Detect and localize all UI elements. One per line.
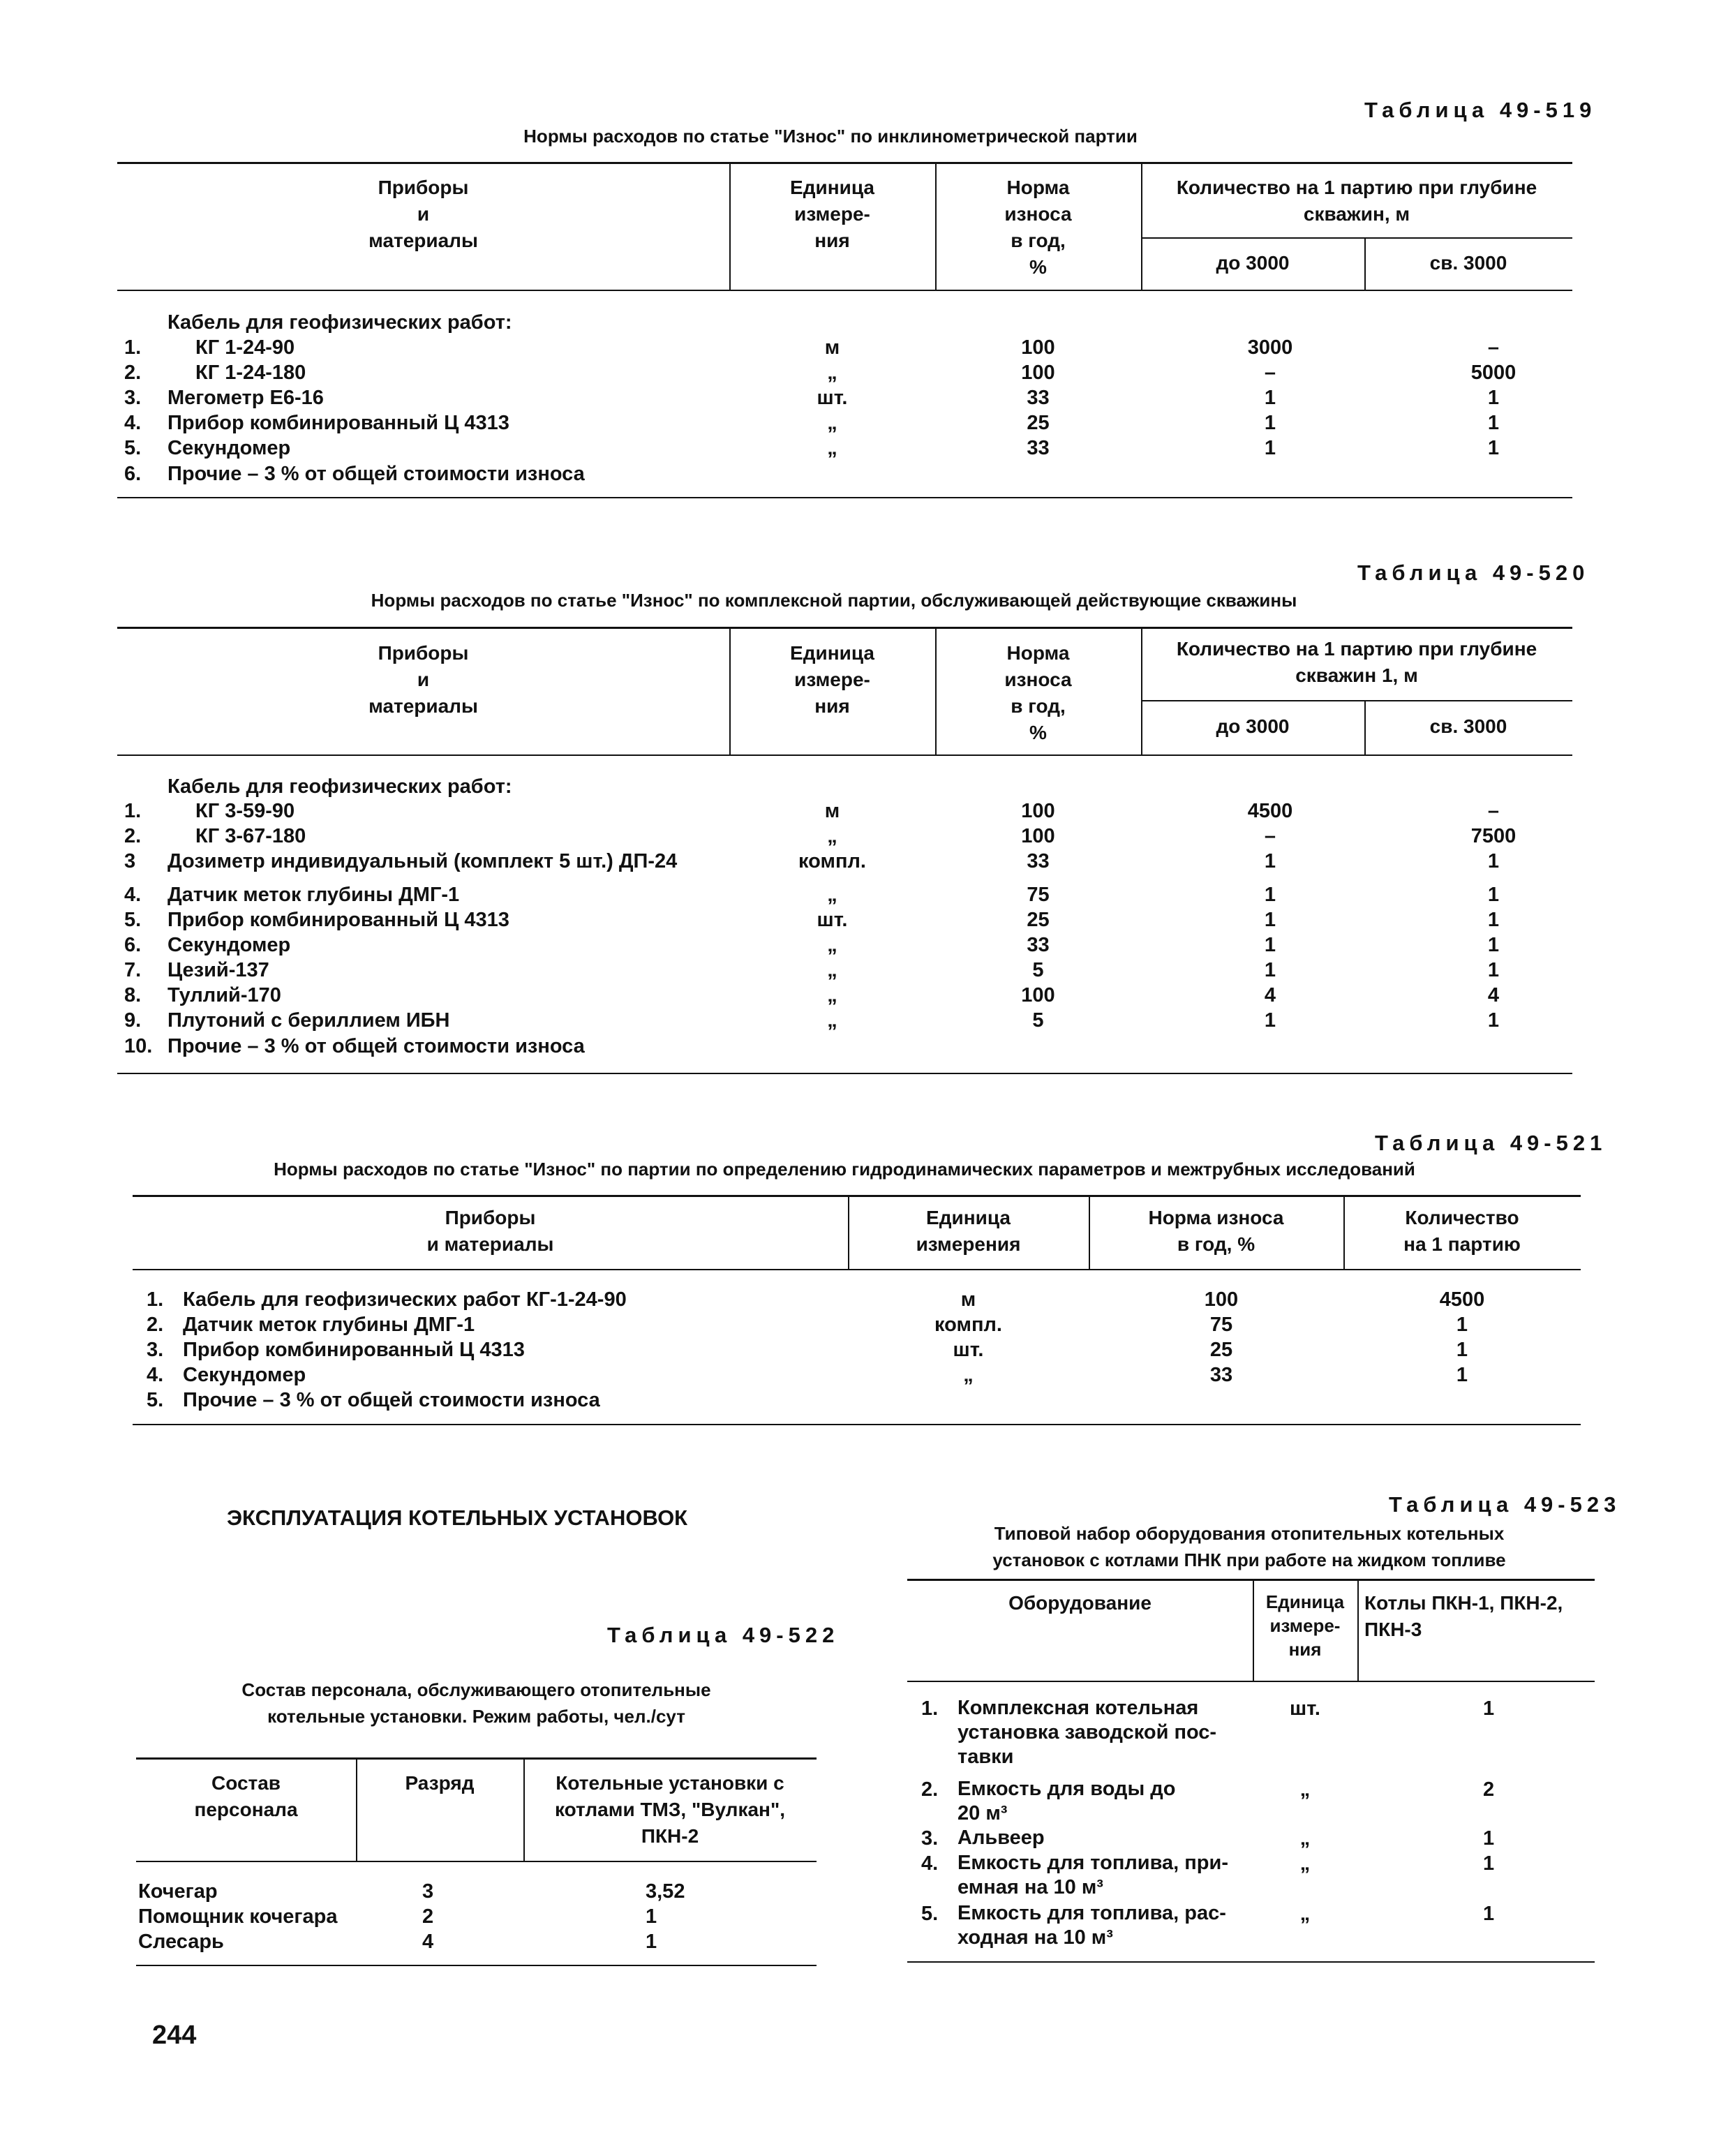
row-grade: 2 xyxy=(422,1905,434,1928)
row-qty: 1 xyxy=(1456,1339,1468,1361)
table-521-number: Таблица 49-521 xyxy=(1375,1131,1607,1155)
row-name: Альвеер xyxy=(957,1827,1045,1849)
row-number: 5. xyxy=(124,437,142,459)
row-name: КГ 3-67-180 xyxy=(195,825,306,847)
row-qty-upto: 4500 xyxy=(1247,800,1293,822)
row-norm: 100 xyxy=(1204,1288,1239,1311)
row-number: 3 xyxy=(124,850,136,872)
row-number: 4. xyxy=(147,1364,164,1386)
table-520-group-label: Кабель для геофизических работ: xyxy=(167,775,512,798)
table-521-title: Нормы расходов по статье "Износ" по партии по определению гидродинамических параметров и межтрубных исследований xyxy=(274,1159,1415,1180)
row-name: Датчик меток глубины ДМГ-1 xyxy=(167,884,460,906)
table-522-top-rule xyxy=(136,1757,817,1760)
table-519-header-unit: Единица измере- ния xyxy=(790,177,874,251)
table-521-header-norm: Норма износа в год, % xyxy=(1148,1207,1284,1255)
row-qty-over: 1 xyxy=(1487,387,1500,409)
row-unit: шт. xyxy=(817,387,848,409)
row-qty: 1 xyxy=(1456,1364,1468,1386)
row-number: 6. xyxy=(124,934,142,956)
row-unit: м xyxy=(824,336,840,359)
table-521-top-rule xyxy=(133,1195,1581,1197)
row-name: Прибор комбинированный Ц 4313 xyxy=(183,1339,525,1361)
table-519-sub-header-over: св. 3000 xyxy=(1429,252,1507,274)
row-name: Секундомер xyxy=(167,437,291,459)
table-520-sub-rule xyxy=(1141,700,1572,701)
row-qty: 1 xyxy=(1483,1697,1495,1720)
table-519-group-label: Кабель для геофизических работ: xyxy=(167,311,512,334)
row-unit: „ xyxy=(963,1364,974,1386)
row-norm: 5 xyxy=(1032,959,1044,981)
row-number: 4. xyxy=(921,1852,939,1875)
table-520-top-rule xyxy=(117,627,1572,629)
table-522-header-staff: Состав персонала xyxy=(194,1772,298,1820)
table-520-number: Таблица 49-520 xyxy=(1357,560,1590,585)
row-norm: 75 xyxy=(1209,1314,1233,1336)
row-unit: „ xyxy=(827,884,837,906)
row-number: 4. xyxy=(124,884,142,906)
table-520-header-quantity: Количество на 1 партию при глубине скважин 1, м xyxy=(1176,638,1537,686)
row-name: Емкость для топлива, рас- ходная на 10 м³ xyxy=(957,1902,1226,1949)
row-staff: Помощник кочегара xyxy=(138,1905,338,1928)
row-value: 1 xyxy=(646,1905,657,1928)
row-norm: 33 xyxy=(1209,1364,1233,1386)
table-520-header-norm: Норма износа в год, % xyxy=(1004,642,1072,743)
row-qty-upto: 1 xyxy=(1264,934,1276,956)
row-qty: 1 xyxy=(1456,1314,1468,1336)
row-name: Мегометр Е6-16 xyxy=(167,387,324,409)
row-qty-over: 4 xyxy=(1487,984,1500,1006)
row-qty-upto: 1 xyxy=(1264,437,1276,459)
row-name: КГ 1-24-90 xyxy=(195,336,295,359)
row-name: Прибор комбинированный Ц 4313 xyxy=(167,412,509,434)
row-norm: 33 xyxy=(1027,387,1050,409)
table-523-bottom-rule xyxy=(907,1961,1595,1963)
row-unit: шт. xyxy=(817,909,848,931)
row-name: Прочие – 3 % от общей стоимости износа xyxy=(167,463,585,485)
row-unit: „ xyxy=(827,934,837,956)
row-unit: „ xyxy=(1299,1827,1311,1850)
row-name: Цезий-137 xyxy=(167,959,269,981)
table-519-top-rule xyxy=(117,162,1572,164)
table-523-title: Типовой набор оборудования отопительных котельных установок с котлами ПНК при работе на жидком топливе xyxy=(992,1523,1506,1570)
table-519-number: Таблица 49-519 xyxy=(1364,98,1597,122)
row-qty-over: 7500 xyxy=(1470,825,1516,847)
row-qty-over: 1 xyxy=(1487,909,1500,931)
page-number: 244 xyxy=(152,2021,197,2050)
table-521-header-quantity: Количество на 1 партию xyxy=(1403,1207,1521,1255)
row-number: 10. xyxy=(124,1035,153,1057)
row-name: КГ 1-24-180 xyxy=(195,362,306,384)
row-unit: „ xyxy=(827,437,837,459)
row-qty-upto: – xyxy=(1264,825,1276,847)
table-520-header-rule xyxy=(117,754,1572,756)
row-qty: 1 xyxy=(1483,1827,1495,1850)
row-number: 2. xyxy=(124,825,142,847)
row-name: Секундомер xyxy=(167,934,291,956)
table-520-sub-header-over: св. 3000 xyxy=(1429,715,1507,737)
row-qty: 2 xyxy=(1483,1778,1495,1801)
row-number: 8. xyxy=(124,984,142,1006)
row-qty: 1 xyxy=(1483,1852,1495,1875)
row-qty: 4500 xyxy=(1439,1288,1485,1311)
table-521-bottom-rule xyxy=(133,1424,1581,1425)
table-523-header-unit: Единица измере- ния xyxy=(1265,1591,1345,1660)
row-unit: „ xyxy=(827,959,837,981)
row-value: 1 xyxy=(646,1931,657,1953)
row-qty-upto: 1 xyxy=(1264,909,1276,931)
table-519-header-rule xyxy=(117,290,1572,291)
row-number: 2. xyxy=(124,362,142,384)
table-519-title: Нормы расходов по статье "Износ" по инклинометрической партии xyxy=(523,126,1138,147)
row-number: 3. xyxy=(124,387,142,409)
row-name: Прочие – 3 % от общей стоимости износа xyxy=(167,1035,585,1057)
row-name: Плутоний с бериллием ИБН xyxy=(167,1009,450,1032)
table-523-top-rule xyxy=(907,1579,1595,1581)
row-number: 5. xyxy=(147,1389,164,1411)
row-qty-upto: 1 xyxy=(1264,959,1276,981)
table-520-sub-header-upto: до 3000 xyxy=(1216,715,1290,737)
table-522-header-boilers: Котельные установки с котлами ТМЗ, "Вулкан", ПКН-2 xyxy=(554,1772,786,1847)
row-qty-over: 1 xyxy=(1487,934,1500,956)
row-qty-upto: 1 xyxy=(1264,884,1276,906)
row-unit: компл. xyxy=(798,850,866,872)
table-520-title: Нормы расходов по статье "Износ" по комплексной партии, обслуживающей действующие скважины xyxy=(371,590,1297,611)
row-unit: „ xyxy=(827,825,837,847)
table-520-bottom-rule xyxy=(117,1073,1572,1074)
row-name: КГ 3-59-90 xyxy=(195,800,295,822)
table-522-number: Таблица 49-522 xyxy=(607,1623,840,1647)
row-number: 1. xyxy=(124,336,142,359)
row-staff: Слесарь xyxy=(138,1931,224,1953)
row-qty-over: 1 xyxy=(1487,412,1500,434)
row-qty-upto: 4 xyxy=(1264,984,1276,1006)
row-name: Емкость для воды до 20 м³ xyxy=(957,1778,1176,1824)
row-number: 2. xyxy=(921,1778,939,1801)
row-qty-over: 1 xyxy=(1487,850,1500,872)
table-521-header-rule xyxy=(133,1269,1581,1270)
row-number: 1. xyxy=(124,800,142,822)
row-qty-over: – xyxy=(1487,336,1500,359)
row-unit: „ xyxy=(1299,1903,1311,1925)
table-522-header-rule xyxy=(136,1861,817,1862)
row-norm: 100 xyxy=(1021,800,1055,822)
row-number: 3. xyxy=(147,1339,164,1361)
row-unit: „ xyxy=(1299,1852,1311,1875)
row-value: 3,52 xyxy=(646,1880,685,1903)
row-qty-over: 5000 xyxy=(1470,362,1516,384)
row-qty-upto: – xyxy=(1264,362,1276,384)
row-number: 5. xyxy=(124,909,142,931)
table-522-bottom-rule xyxy=(136,1965,817,1966)
row-number: 9. xyxy=(124,1009,142,1032)
row-norm: 75 xyxy=(1027,884,1050,906)
row-number: 4. xyxy=(124,412,142,434)
row-unit: „ xyxy=(1299,1778,1311,1801)
row-number: 5. xyxy=(921,1903,939,1925)
row-qty-upto: 1 xyxy=(1264,412,1276,434)
row-unit: „ xyxy=(827,412,837,434)
row-unit: м xyxy=(824,800,840,822)
row-unit: „ xyxy=(827,362,837,384)
row-unit: шт. xyxy=(1290,1697,1320,1720)
table-519-bottom-rule xyxy=(117,497,1572,498)
row-number: 6. xyxy=(124,463,142,485)
row-number: 2. xyxy=(147,1314,164,1336)
row-name: Дозиметр индивидуальный (комплект 5 шт.) ДП-24 xyxy=(167,850,678,872)
row-qty-upto: 1 xyxy=(1264,850,1276,872)
row-name: Кабель для геофизических работ КГ-1-24-90 xyxy=(183,1288,627,1311)
section-title: ЭКСПЛУАТАЦИЯ КОТЕЛЬНЫХ УСТАНОВОК xyxy=(227,1506,688,1530)
row-norm: 25 xyxy=(1027,909,1050,931)
row-norm: 33 xyxy=(1027,934,1050,956)
row-qty-upto: 3000 xyxy=(1247,336,1293,359)
row-qty-upto: 1 xyxy=(1264,387,1276,409)
row-unit: компл. xyxy=(934,1314,1002,1336)
table-520-header-instruments: Приборы и материалы xyxy=(368,642,478,717)
row-name: Емкость для топлива, при- емная на 10 м³ xyxy=(957,1852,1228,1898)
row-name: Комплексная котельная установка заводской пос- тавки xyxy=(957,1697,1217,1768)
row-staff: Кочегар xyxy=(138,1880,218,1903)
row-number: 3. xyxy=(921,1827,939,1850)
table-521-header-unit: Единица измерения xyxy=(916,1207,1021,1255)
row-norm: 100 xyxy=(1021,984,1055,1006)
row-unit: „ xyxy=(827,984,837,1006)
row-norm: 33 xyxy=(1027,437,1050,459)
row-qty-over: 1 xyxy=(1487,959,1500,981)
table-523-header-equipment: Оборудование xyxy=(1008,1592,1152,1614)
row-qty-over: 1 xyxy=(1487,884,1500,906)
row-grade: 3 xyxy=(422,1880,434,1903)
row-unit: м xyxy=(960,1288,976,1311)
row-grade: 4 xyxy=(422,1931,434,1953)
table-519-header-norm: Норма износа в год, % xyxy=(1004,177,1072,278)
row-name: Туллий-170 xyxy=(167,984,281,1006)
row-qty-over: – xyxy=(1487,800,1500,822)
row-qty-over: 1 xyxy=(1487,1009,1500,1032)
table-522-title: Состав персонала, обслуживающего отопительные котельные установки. Режим работы, чел./сут xyxy=(241,1679,711,1727)
table-520-header-unit: Единица измере- ния xyxy=(790,642,874,717)
table-519-header-quantity: Количество на 1 партию при глубине скважин, м xyxy=(1176,177,1537,225)
table-519-sub-header-upto: до 3000 xyxy=(1216,252,1290,274)
row-qty-upto: 1 xyxy=(1264,1009,1276,1032)
row-norm: 5 xyxy=(1032,1009,1044,1032)
row-norm: 100 xyxy=(1021,825,1055,847)
row-qty-over: 1 xyxy=(1487,437,1500,459)
table-519-header-instruments: Приборы и материалы xyxy=(368,177,478,251)
row-norm: 100 xyxy=(1021,336,1055,359)
table-522-header-grade: Разряд xyxy=(405,1772,475,1794)
row-qty: 1 xyxy=(1483,1903,1495,1925)
row-unit: шт. xyxy=(953,1339,984,1361)
table-521-header-instruments: Приборы и материалы xyxy=(426,1207,554,1255)
row-name: Датчик меток глубины ДМГ-1 xyxy=(183,1314,475,1336)
row-norm: 33 xyxy=(1027,850,1050,872)
row-unit: „ xyxy=(827,1009,837,1032)
row-name: Прибор комбинированный Ц 4313 xyxy=(167,909,509,931)
row-norm: 25 xyxy=(1027,412,1050,434)
row-number: 1. xyxy=(921,1697,939,1720)
row-name: Секундомер xyxy=(183,1364,306,1386)
table-519-sub-rule xyxy=(1141,237,1572,239)
row-number: 7. xyxy=(124,959,142,981)
table-523-number: Таблица 49-523 xyxy=(1389,1492,1621,1517)
table-523-header-boilers: Котлы ПКН-1, ПКН-2, ПКН-3 xyxy=(1364,1592,1563,1640)
row-number: 1. xyxy=(147,1288,164,1311)
row-name: Прочие – 3 % от общей стоимости износа xyxy=(183,1389,600,1411)
row-norm: 25 xyxy=(1209,1339,1233,1361)
row-norm: 100 xyxy=(1021,362,1055,384)
table-523-header-rule xyxy=(907,1681,1595,1682)
